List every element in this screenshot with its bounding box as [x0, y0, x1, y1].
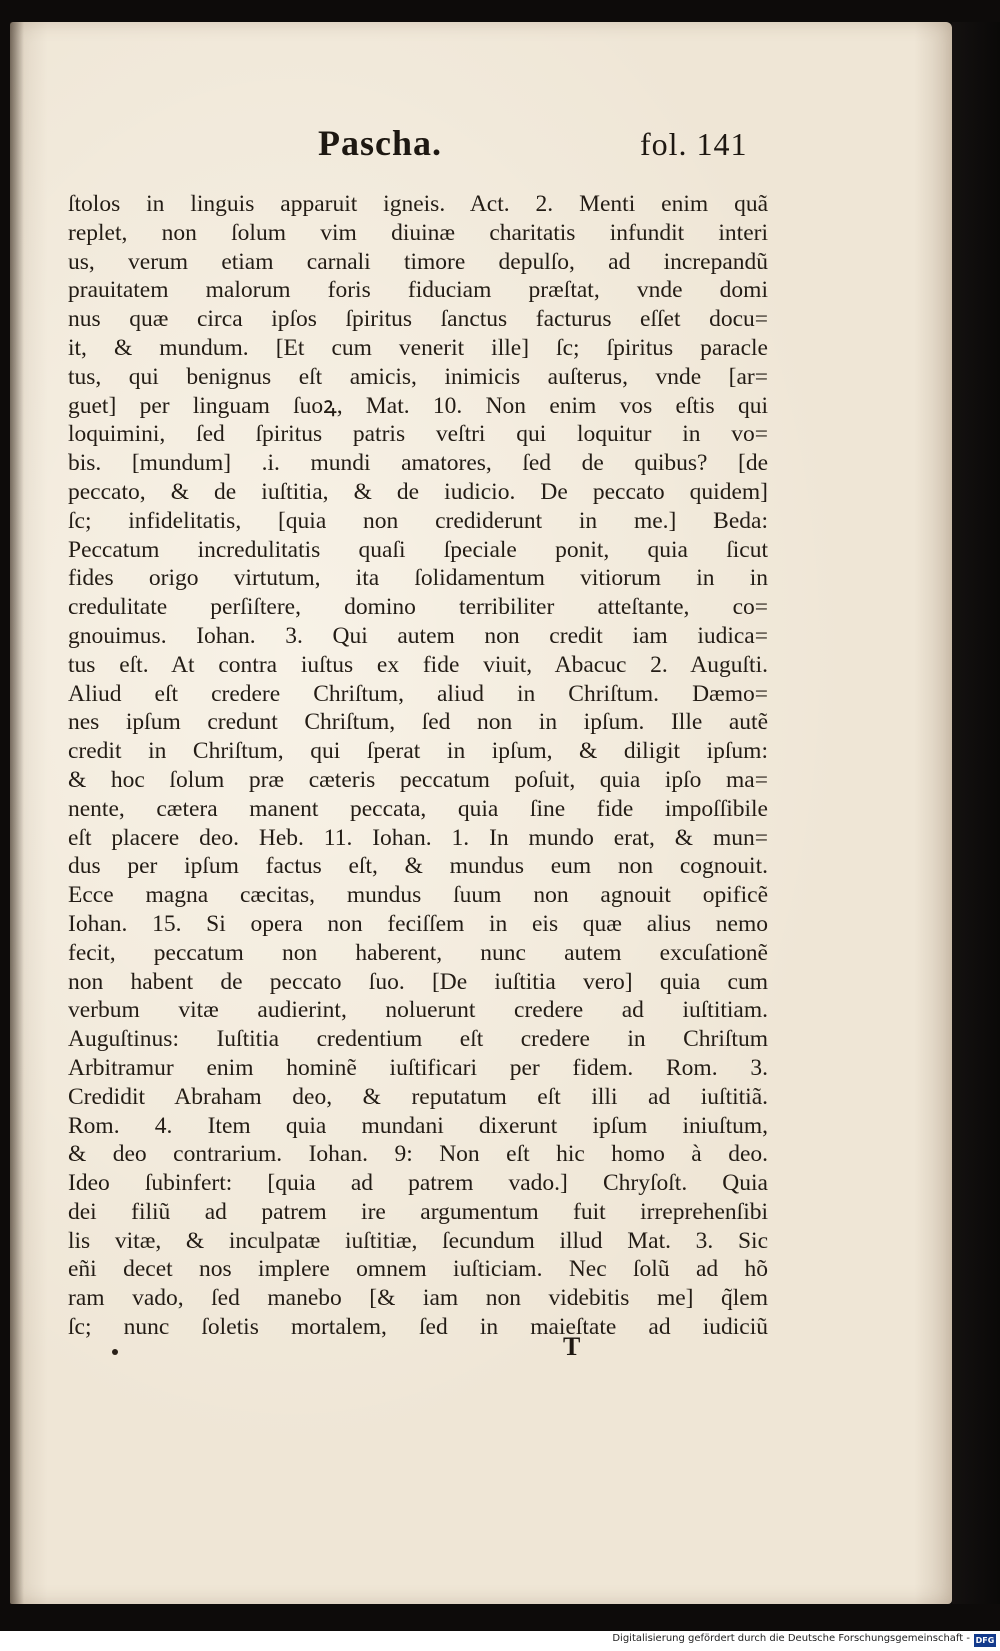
- text-line: non habent de peccato ſuo. [De iuſtitia vero] quia cum: [68, 968, 768, 995]
- text-line: fecit, peccatum non haberent, nunc autem excuſationẽ: [68, 939, 768, 966]
- text-line: ſc; nunc ſoletis mortalem, ſed in maieſtate ad iudiciũ: [68, 1314, 768, 1341]
- text-line: tus eſt. At contra iuſtus ex fide viuit, Abacuc 2. Auguſti.: [68, 651, 768, 678]
- text-line: guet] per linguam ſuoꝝ, Mat. 10. Non enim vos eſtis qui: [68, 392, 768, 419]
- text-line: Arbitramur enim hominẽ iuſtificari per fidem. Rom. 3.: [68, 1054, 768, 1081]
- text-line: it, & mundum. [Et cum venerit ille] ſc; ſpiritus paracle: [68, 334, 768, 361]
- text-line: Ecce magna cæcitas, mundus ſuum non agnouit opificẽ: [68, 882, 768, 909]
- text-line: credit in Chriſtum, qui ſperat in ipſum, & diligit ipſum:: [68, 738, 768, 765]
- text-line: eſt placere deo. Heb. 11. Iohan. 1. In mundo erat, & mun=: [68, 824, 768, 851]
- text-line: & deo contrarium. Iohan. 9: Non eſt hic homo à deo.: [68, 1141, 768, 1168]
- text-line: fides origo virtutum, ita ſolidamentum vitiorum in in: [68, 565, 768, 592]
- text-line: ſc; infidelitatis, [quia non crediderunt in me.] Beda:: [68, 507, 768, 534]
- body-text: [68, 190, 768, 1342]
- ink-dot: [112, 1349, 118, 1355]
- text-line: Credidit Abraham deo, & reputatum eſt illi ad iuſtitiã.: [68, 1083, 768, 1110]
- text-line: Iohan. 15. Si opera non feciſſem in eis quæ alius nemo: [68, 910, 768, 937]
- text-line: verbum vitæ audierint, noluerunt credere ad iuſtitiam.: [68, 997, 768, 1024]
- text-line: Auguſtinus: Iuſtitia credentium eſt credere in Chriſtum: [68, 1026, 768, 1053]
- text-line: nus quæ circa ipſos ſpiritus ſanctus facturus eſſet docu=: [68, 306, 768, 333]
- text-line: ſtolos in linguis apparuit igneis. Act. 2. Menti enim quã: [68, 191, 768, 217]
- running-header: [10, 112, 952, 172]
- text-line: lis vitæ, & inculpatæ iuſtitiæ, ſecundum illud Mat. 3. Sic: [68, 1227, 768, 1254]
- text-line: tus, qui benignus eſt amicis, inimicis auſterus, vnde [ar=: [68, 363, 768, 390]
- funding-credit: Digitalisierung gefördert durch die Deutsche Forschungsgemeinschaft -: [612, 1633, 970, 1644]
- book-page: [10, 22, 952, 1604]
- running-title: Pascha.: [318, 123, 442, 163]
- text-line: Aliud eſt credere Chriſtum, aliud in Chriſtum. Dæmo=: [68, 680, 768, 707]
- text-line: gnouimus. Iohan. 3. Qui autem non credit iam iudica=: [68, 622, 768, 649]
- folio-number: fol. 141: [640, 126, 748, 162]
- text-line: credulitate perſiſtere, domino terribiliter atteſtante, co=: [68, 594, 768, 621]
- text-line: Peccatum incredulitatis quaſi ſpeciale ponit, quia ſicut: [68, 536, 768, 563]
- text-line: dei filiũ ad patrem ire argumentum fuit irreprehenſibi: [68, 1198, 768, 1225]
- text-line: us, verum etiam carnali timore depulſo, ad increpandũ: [68, 248, 768, 275]
- text-line: ram vado, ſed manebo [& iam non videbitis me] q̃lem: [68, 1285, 768, 1312]
- text-line: prauitatem malorum foris fiduciam præſtat, vnde domi: [68, 277, 768, 304]
- text-line: Ideo ſubinfert: [quia ad patrem vado.] Chryſoſt. Quia: [68, 1170, 768, 1197]
- text-line: nente, cætera manent peccata, quia ſine fide impoſſibile: [68, 795, 768, 822]
- dfg-logo: DFG: [975, 1636, 995, 1645]
- page-edge-background: [952, 22, 1000, 1604]
- text-line: loquimini, ſed ſpiritus patris veſtri qui loquitur in vo=: [68, 421, 768, 448]
- text-line: bis. [mundum] .i. mundi amatores, ſed de quibus? [de: [68, 450, 768, 477]
- text-line: peccato, & de iuſtitia, & de iudicio. De peccato quidem]: [68, 478, 768, 505]
- text-line: & hoc ſolum præ cæteris peccatum poſuit, quia ipſo ma=: [68, 766, 768, 793]
- text-line: Rom. 4. Item quia mundani dixerunt ipſum iniuſtum,: [68, 1112, 768, 1139]
- text-line: eñi decet nos implere omnem iuſticiam. Nec ſolũ ad hõ: [68, 1256, 768, 1283]
- spine-shadow: [10, 22, 24, 1604]
- text-line: replet, non ſolum vim diuinæ charitatis infundit interi: [68, 219, 768, 246]
- text-line: dus per ipſum factus eſt, & mundus eum non cognouit.: [68, 853, 768, 880]
- text-line: nes ipſum credunt Chriſtum, ſed non in ipſum. Ille autẽ: [68, 709, 768, 736]
- footer-bar: [0, 1631, 1000, 1651]
- signature-mark: T: [563, 1332, 581, 1361]
